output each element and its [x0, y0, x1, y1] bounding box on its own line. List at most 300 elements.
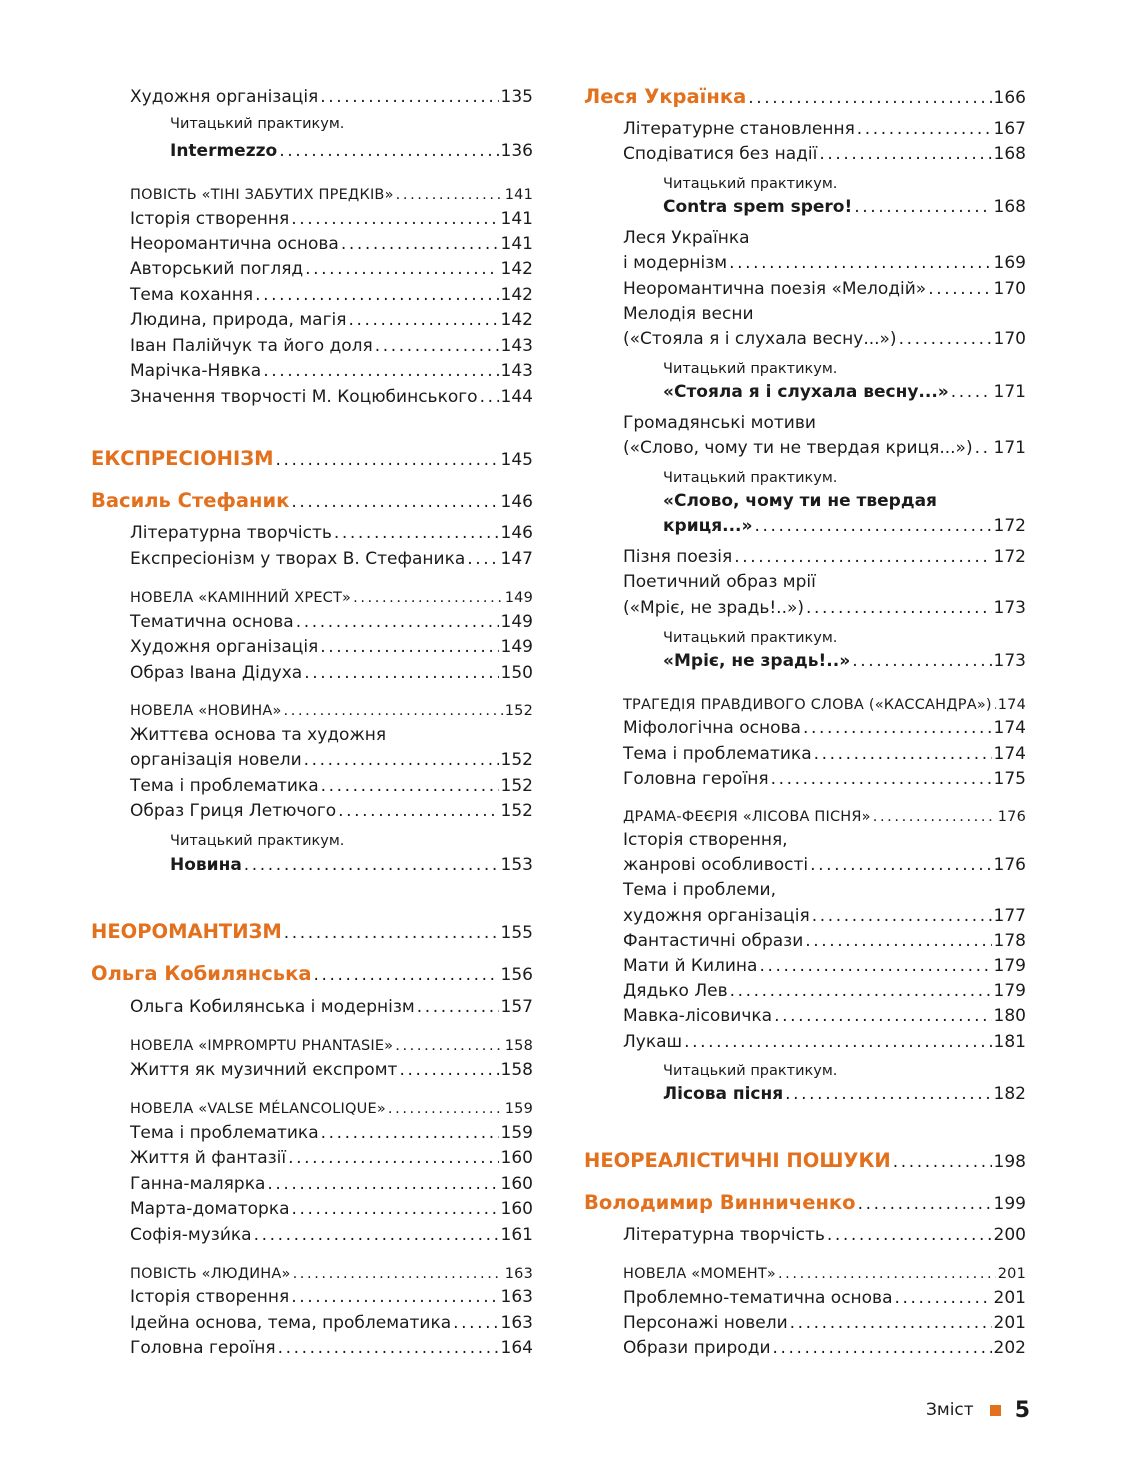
dot-leader: [928, 279, 991, 299]
toc-entry: [91, 723, 533, 748]
entry-title: Художня організація: [130, 637, 319, 657]
dot-leader: [854, 197, 991, 217]
entry-page: 176: [997, 809, 1026, 825]
entry-page: 163: [504, 1266, 533, 1282]
dot-leader: [293, 1266, 503, 1282]
toc-entry: [91, 257, 533, 282]
entry-page: 202: [993, 1338, 1026, 1358]
entry-page: 156: [500, 965, 533, 985]
entry-page: 158: [504, 1038, 533, 1054]
dot-leader: [790, 1313, 992, 1333]
dot-leader: [395, 1038, 502, 1054]
dot-leader: [320, 637, 498, 657]
entry-title: Образи природи: [623, 1338, 771, 1358]
entry-title: художня організація: [623, 906, 810, 926]
section-title: НЕОРОМАНТИЗМ: [91, 920, 282, 943]
toc-entry: [91, 610, 533, 635]
entry-page: 171: [993, 382, 1026, 402]
dot-leader: [348, 310, 498, 330]
entry-title: Персонажі новели: [623, 1313, 788, 1333]
dot-leader: [857, 119, 992, 139]
entry-title: Неоромантична поезія «Мелодій»: [623, 279, 927, 299]
entry-title: Значення творчості М. Коцюбинського: [130, 387, 478, 407]
entry-page: 159: [500, 1123, 533, 1143]
dot-leader: [806, 598, 992, 618]
entry-title: Головна героїня: [623, 769, 769, 789]
dot-leader: [899, 329, 992, 349]
entry-page: 170: [993, 329, 1026, 349]
entry-page: 201: [997, 1266, 1026, 1282]
entry-title: Contra spem spero!: [663, 197, 853, 217]
entry-page: 141: [500, 209, 533, 229]
entry-page: 167: [993, 119, 1026, 139]
dot-leader: [284, 923, 499, 943]
toc-entry: [91, 774, 533, 799]
dot-leader: [292, 1199, 499, 1219]
toc-entry: [91, 661, 533, 686]
entry-title: Експресіонізм у творах В. Стефаника: [130, 549, 466, 569]
dot-leader: [774, 1006, 991, 1026]
toc-entry: [91, 490, 533, 515]
entry-title: Літературне становлення: [623, 119, 855, 139]
entry-title: жанрові особливості: [623, 855, 809, 875]
toc-entry: [584, 742, 1026, 767]
toc-entry: [584, 514, 1026, 539]
entry-page: 174: [997, 697, 1026, 713]
dot-leader: [417, 997, 499, 1017]
entry-page: 149: [500, 612, 533, 632]
footer-square-icon: [990, 1405, 1001, 1416]
toc-entry: [91, 385, 533, 410]
toc-entry: [91, 1223, 533, 1248]
entry-page: 169: [993, 253, 1026, 273]
dot-leader: [334, 523, 499, 543]
dot-leader: [304, 750, 499, 770]
dot-leader: [291, 492, 498, 512]
entry-page: 201: [993, 1288, 1026, 1308]
toc-entry: [584, 716, 1026, 741]
dot-leader: [263, 361, 498, 381]
entry-page: 161: [500, 1225, 533, 1245]
dot-leader: [254, 1225, 499, 1245]
entry-title: Людина, природа, магія: [130, 310, 347, 330]
dot-leader: [267, 1174, 498, 1194]
dot-leader: [812, 906, 992, 926]
entry-title: Читацький практикум.: [170, 116, 345, 132]
entry-title: Образ Гриця Летючого: [130, 801, 337, 821]
toc-entry: [584, 1223, 1026, 1248]
entry-title: ПОВІСТЬ «ЛЮДИНА»: [130, 1266, 291, 1282]
toc-entry: [584, 436, 1026, 461]
dot-leader: [321, 776, 499, 796]
entry-title: («Слово, чому ти не твердая криця...»): [623, 438, 973, 458]
toc-entry: [584, 142, 1026, 167]
entry-page: 142: [500, 259, 533, 279]
entry-page: 168: [993, 197, 1026, 217]
toc-entry: [584, 1286, 1026, 1311]
entry-page: 152: [500, 801, 533, 821]
toc-entry: [584, 1336, 1026, 1361]
toc-entry: [584, 803, 1026, 828]
toc-entry: [584, 1030, 1026, 1055]
dot-leader: [814, 744, 992, 764]
entry-title: Літературна творчість: [623, 1225, 825, 1245]
entry-page: 141: [504, 187, 533, 203]
toc-entry: [91, 827, 533, 852]
dot-leader: [279, 141, 498, 161]
entry-title: Тема і проблематика: [130, 1123, 319, 1143]
section-title: ЕКСПРЕСІОНІЗМ: [91, 447, 274, 470]
entry-page: 173: [993, 651, 1026, 671]
dot-leader: [278, 1338, 499, 1358]
toc-entry: [91, 232, 533, 257]
entry-title: Дядько Лев: [623, 981, 728, 1001]
entry-title: Головна героїня: [130, 1338, 276, 1358]
entry-title: Іван Палійчук та його доля: [130, 336, 373, 356]
toc-entry: [584, 1192, 1026, 1217]
dot-leader: [244, 855, 499, 875]
entry-page: 160: [500, 1148, 533, 1168]
toc-entry: [91, 1285, 533, 1310]
entry-title: Тематична основа: [130, 612, 294, 632]
entry-title: Марта-доматорка: [130, 1199, 290, 1219]
toc-entry: [584, 489, 1026, 514]
entry-title: Проблемно-тематична основа: [623, 1288, 893, 1308]
entry-title: Літературна творчість: [130, 523, 332, 543]
dot-leader: [734, 547, 991, 567]
entry-page: 174: [993, 744, 1026, 764]
entry-title: і модернізм: [623, 253, 728, 273]
entry-page: 170: [993, 279, 1026, 299]
entry-page: 172: [993, 547, 1026, 567]
entry-page: 136: [500, 141, 533, 161]
toc-entry: [584, 649, 1026, 674]
entry-title: Intermezzo: [170, 141, 278, 161]
entry-title: Неоромантична основа: [130, 234, 339, 254]
toc-entry: [584, 979, 1026, 1004]
toc-entry: [91, 207, 533, 232]
toc-entry: [584, 545, 1026, 570]
entry-title: Життєва основа та художня: [130, 725, 387, 745]
toc-entry: [91, 921, 533, 946]
entry-title: Софія-музи́ка: [130, 1225, 252, 1245]
entry-title: Читацький практикум.: [663, 1063, 838, 1079]
page-number: 5: [1014, 1397, 1030, 1423]
toc-entry: [91, 1121, 533, 1146]
entry-page: 135: [500, 87, 533, 107]
entry-page: 201: [993, 1313, 1026, 1333]
entry-page: 174: [993, 718, 1026, 738]
toc-entry: [584, 86, 1026, 111]
dot-leader: [975, 438, 992, 458]
dot-leader: [467, 549, 498, 569]
entry-page: 160: [500, 1199, 533, 1219]
dot-leader: [773, 1338, 992, 1358]
toc-entry: [91, 1146, 533, 1171]
toc-entry: [584, 954, 1026, 979]
author-title: Ольга Кобилянська: [91, 962, 312, 985]
toc-entry: [584, 117, 1026, 142]
toc-entry: [91, 697, 533, 722]
toc-entry: [91, 334, 533, 359]
entry-title: НОВЕЛА «VALSE MÉLANCOLIQUE»: [130, 1101, 386, 1117]
entry-title: Леся Українка: [623, 228, 750, 248]
entry-page: 147: [500, 549, 533, 569]
dot-leader: [305, 259, 498, 279]
toc-entry: [91, 748, 533, 773]
toc-entry: [91, 1095, 533, 1120]
toc-entry: [584, 691, 1026, 716]
entry-title: Тема кохання: [130, 285, 254, 305]
dot-leader: [729, 253, 991, 273]
entry-title: Фантастичні образи: [623, 931, 804, 951]
entry-title: «Стояла я і слухала весну...»: [663, 382, 949, 402]
dot-leader: [288, 1148, 498, 1168]
entry-title: Міфологічна основа: [623, 718, 801, 738]
entry-title: Історія створення: [130, 209, 290, 229]
entry-title: Лісова пісня: [663, 1084, 784, 1104]
entry-title: Поетичний образ мрії: [623, 572, 816, 592]
entry-title: ПОВІСТЬ «ТІНІ ЗАБУТИХ ПРЕДКІВ»: [130, 187, 394, 203]
dot-leader: [375, 336, 499, 356]
entry-page: 177: [993, 906, 1026, 926]
dot-leader: [453, 1313, 498, 1333]
dot-leader: [304, 663, 498, 683]
entry-title: Історія створення,: [623, 830, 788, 850]
toc-entry: [91, 1172, 533, 1197]
entry-page: 142: [500, 285, 533, 305]
dot-leader: [755, 516, 992, 536]
entry-page: 158: [500, 1060, 533, 1080]
toc-entry: [91, 85, 533, 110]
dot-leader: [314, 965, 499, 985]
toc-entry: [91, 1032, 533, 1057]
toc-entry: [584, 828, 1026, 853]
entry-page: 150: [500, 663, 533, 683]
entry-title: Мати й Килина: [623, 956, 758, 976]
entry-page: 145: [500, 450, 533, 470]
entry-title: Ольга Кобилянська і модернізм: [130, 997, 415, 1017]
entry-title: Лукаш: [623, 1032, 683, 1052]
dot-leader: [893, 1152, 992, 1172]
dot-leader: [255, 285, 498, 305]
entry-title: Новина: [170, 855, 242, 875]
entry-title: НОВЕЛА «НОВИНА»: [130, 703, 282, 719]
dot-leader: [338, 801, 498, 821]
dot-leader: [810, 855, 991, 875]
dot-leader: [684, 1032, 991, 1052]
toc-entry: [91, 1260, 533, 1285]
toc-entry: [91, 1058, 533, 1083]
entry-page: 157: [500, 997, 533, 1017]
entry-title: Історія створення: [130, 1287, 290, 1307]
entry-title: Життя як музичний експромт: [130, 1060, 398, 1080]
entry-page: 178: [993, 931, 1026, 951]
toc-entry: [584, 1004, 1026, 1029]
entry-page: 146: [500, 523, 533, 543]
dot-leader: [873, 809, 996, 825]
section-title: НЕОРЕАЛІСТИЧНІ ПОШУКИ: [584, 1149, 891, 1172]
entry-title: Життя й фантазії: [130, 1148, 287, 1168]
dot-leader: [759, 956, 991, 976]
dot-leader: [296, 612, 499, 632]
entry-title: НОВЕЛА «IMPROMPTU PHANTASIE»: [130, 1038, 394, 1054]
toc-entry: [584, 355, 1026, 380]
dot-leader: [396, 187, 503, 203]
toc-entry: [584, 226, 1026, 251]
entry-title: Читацький практикум.: [663, 630, 838, 646]
entry-title: Ганна-малярка: [130, 1174, 266, 1194]
entry-title: Марічка-Нявка: [130, 361, 262, 381]
entry-title: Мавка-лісовичка: [623, 1006, 773, 1026]
entry-page: 173: [993, 598, 1026, 618]
dot-leader: [827, 1225, 992, 1245]
entry-title: Авторський погляд: [130, 259, 304, 279]
dot-leader: [803, 718, 992, 738]
dot-leader: [805, 931, 991, 951]
toc-entry: [91, 635, 533, 660]
dot-leader: [353, 590, 503, 606]
entry-page: 163: [500, 1313, 533, 1333]
entry-page: 143: [500, 336, 533, 356]
toc-entry: [91, 448, 533, 473]
entry-page: 175: [993, 769, 1026, 789]
entry-title: організація новели: [130, 750, 302, 770]
dot-leader: [399, 1060, 498, 1080]
entry-title: Мелодія весни: [623, 304, 754, 324]
entry-page: 182: [993, 1084, 1026, 1104]
toc-entry: [91, 110, 533, 135]
toc-entry: [584, 596, 1026, 621]
toc-entry: [584, 1260, 1026, 1285]
dot-leader: [388, 1101, 503, 1117]
entry-title: Образ Івана Дідуха: [130, 663, 303, 683]
toc-entry: [584, 904, 1026, 929]
author-title: Володимир Винниченко: [584, 1191, 856, 1214]
entry-page: 152: [500, 776, 533, 796]
toc-entry: [91, 1336, 533, 1361]
entry-page: 163: [500, 1287, 533, 1307]
entry-title: Читацький практикум.: [663, 176, 838, 192]
toc-entry: [91, 1311, 533, 1336]
dot-leader: [785, 1084, 991, 1104]
entry-title: криця...»: [663, 516, 753, 536]
entry-page: 200: [993, 1225, 1026, 1245]
entry-page: 152: [504, 703, 533, 719]
entry-title: Читацький практикум.: [663, 470, 838, 486]
dot-leader: [341, 234, 499, 254]
toc-entry: [584, 1057, 1026, 1082]
entry-page: 166: [993, 88, 1026, 108]
toc-entry: [91, 359, 533, 384]
toc-entry: [584, 878, 1026, 903]
toc-entry: [584, 1311, 1026, 1336]
entry-title: НОВЕЛА «КАМІННИЙ ХРЕСТ»: [130, 590, 352, 606]
entry-page: 171: [993, 438, 1026, 458]
entry-page: 179: [993, 956, 1026, 976]
dot-leader: [951, 382, 992, 402]
dot-leader: [320, 87, 498, 107]
footer-label: Зміст: [925, 1400, 974, 1420]
dot-leader: [730, 981, 992, 1001]
dot-leader: [284, 703, 503, 719]
toc-entry: [91, 1197, 533, 1222]
entry-title: ТРАГЕДІЯ ПРАВДИВОГО СЛОВА («КАССАНДРА»): [623, 697, 992, 713]
entry-page: 159: [504, 1101, 533, 1117]
toc-entry: [584, 411, 1026, 436]
dot-leader: [291, 1287, 498, 1307]
entry-title: Сподіватися без надії: [623, 144, 818, 164]
toc-entry: [584, 302, 1026, 327]
dot-leader: [994, 697, 996, 713]
entry-title: «Мріє, не зрадь!..»: [663, 651, 851, 671]
entry-title: Тема і проблематика: [130, 776, 319, 796]
toc-entry: [91, 799, 533, 824]
toc-entry: [91, 521, 533, 546]
entry-title: («Стояла я і слухала весну...»): [623, 329, 897, 349]
entry-page: 168: [993, 144, 1026, 164]
dot-leader: [858, 1194, 992, 1214]
toc-entry: [584, 767, 1026, 792]
toc-entry: [91, 995, 533, 1020]
toc-entry: [91, 963, 533, 988]
entry-page: 179: [993, 981, 1026, 1001]
entry-title: «Слово, чому ти не твердая: [663, 491, 937, 511]
toc-entry: [91, 139, 533, 164]
dot-leader: [480, 387, 499, 407]
toc-entry: [584, 1082, 1026, 1107]
dot-leader: [895, 1288, 992, 1308]
entry-page: 149: [504, 590, 533, 606]
entry-title: Читацький практикум.: [663, 361, 838, 377]
toc-entry: [91, 547, 533, 572]
dot-leader: [852, 651, 991, 671]
toc-entry: [91, 308, 533, 333]
author-title: Василь Стефаник: [91, 489, 290, 512]
toc-entry: [584, 624, 1026, 649]
page-footer: [900, 1397, 1030, 1423]
toc-entry: [584, 277, 1026, 302]
toc-entry: [584, 170, 1026, 195]
entry-title: Громадянські мотиви: [623, 413, 816, 433]
entry-page: 181: [993, 1032, 1026, 1052]
entry-page: 146: [500, 492, 533, 512]
toc-entry: [584, 853, 1026, 878]
dot-leader: [771, 769, 992, 789]
entry-page: 144: [500, 387, 533, 407]
dot-leader: [748, 88, 991, 108]
entry-title: Художня організація: [130, 87, 319, 107]
toc-entry: [584, 251, 1026, 276]
toc-entry: [584, 380, 1026, 405]
entry-page: 153: [500, 855, 533, 875]
author-title: Леся Українка: [584, 85, 747, 108]
entry-title: Тема і проблеми,: [623, 880, 777, 900]
entry-page: 152: [500, 750, 533, 770]
entry-title: Ідейна основа, тема, проблематика: [130, 1313, 452, 1333]
entry-page: 164: [500, 1338, 533, 1358]
dot-leader: [819, 144, 991, 164]
entry-page: 180: [993, 1006, 1026, 1026]
toc-entry: [584, 570, 1026, 595]
toc-entry: [91, 181, 533, 206]
dot-leader: [275, 450, 498, 470]
entry-page: 143: [500, 361, 533, 381]
entry-page: 155: [500, 923, 533, 943]
entry-page: 176: [993, 855, 1026, 875]
entry-title: Тема і проблематика: [623, 744, 812, 764]
toc-entry: [584, 1150, 1026, 1175]
